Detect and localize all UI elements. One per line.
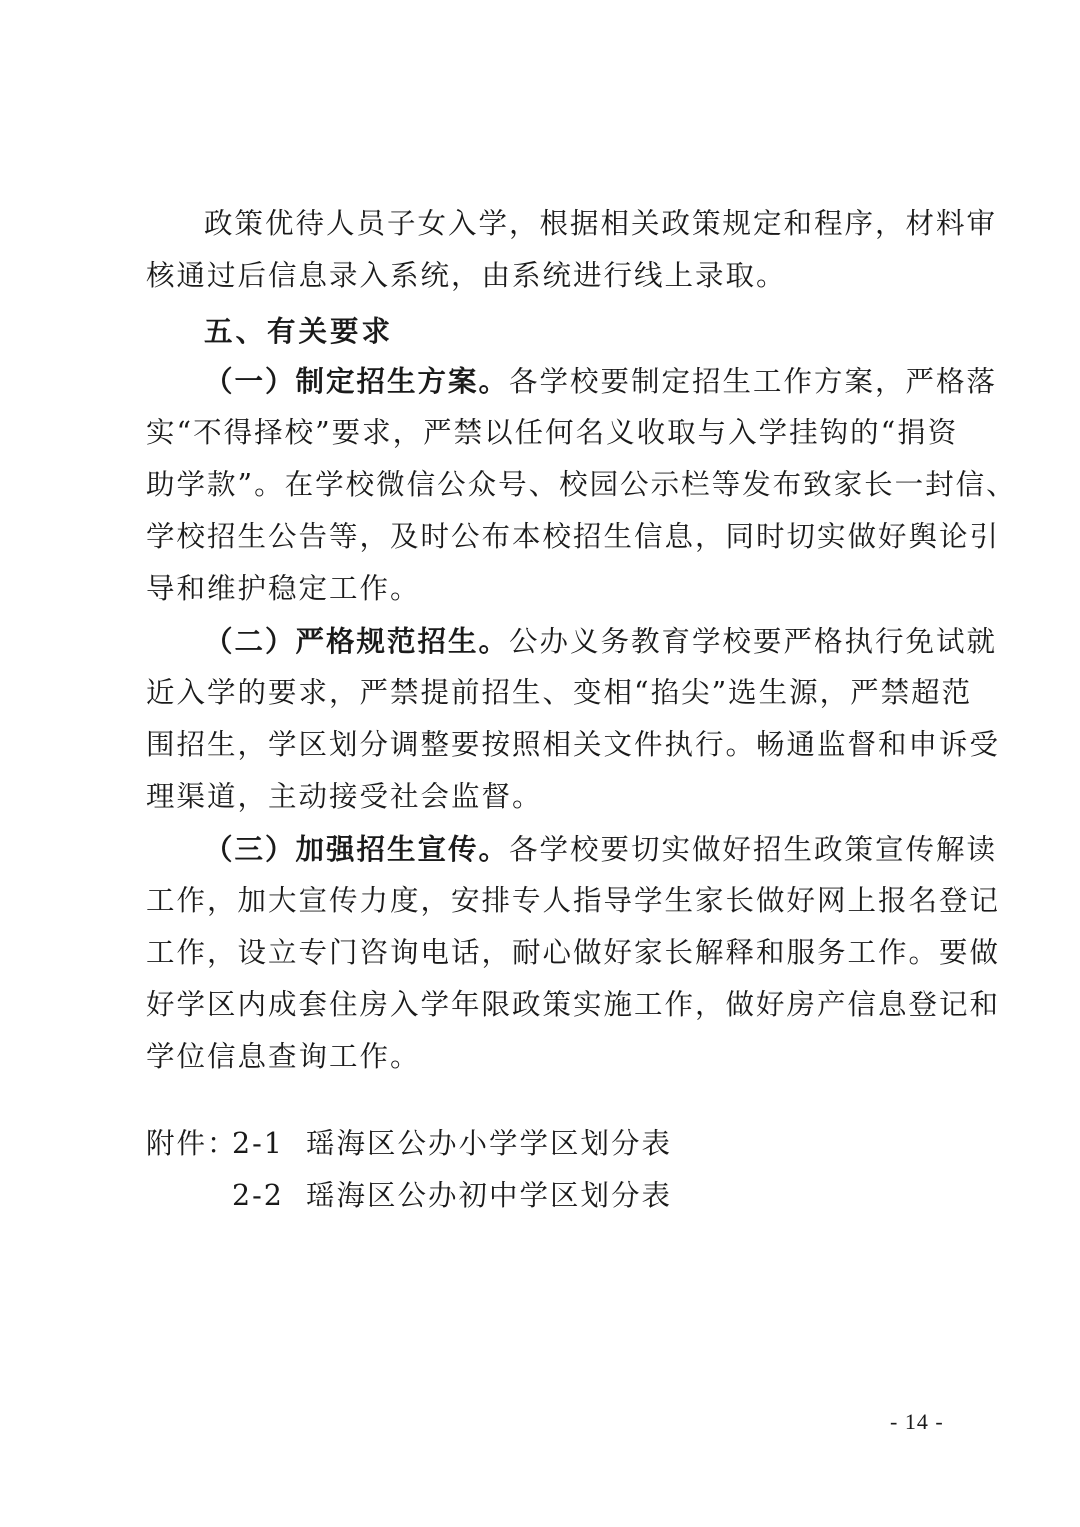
paragraph-line: 实“不得择校”要求，严禁以任何名义收取与入学挂钩的“捐资 bbox=[146, 416, 959, 449]
item-first-line bbox=[204, 615, 998, 667]
paragraph-line: 工作，加大宣传力度，安排专人指导学生家长做好网上报名登记 bbox=[146, 884, 1001, 917]
item-first-line bbox=[204, 355, 998, 407]
paragraph-line: 核通过后信息录入系统，由系统进行线上录取。 bbox=[146, 259, 787, 292]
item-title: （一）制定招生方案。 bbox=[204, 364, 510, 398]
paragraph-line: 政策优待人员子女入学，根据相关政策规定和程序，材料审 bbox=[204, 207, 998, 240]
paragraph-line: 导和维护稳定工作。 bbox=[146, 572, 421, 605]
attachment-title: 瑶海区公办初中学区划分表 bbox=[306, 1179, 673, 1212]
paragraph-line: 好学区内成套住房入学年限政策实施工作，做好房产信息登记和 bbox=[146, 988, 1001, 1021]
attachment-number: 2-2 bbox=[232, 1179, 284, 1212]
page-number: - 14 - bbox=[890, 1409, 944, 1434]
attachment-number: 2-1 bbox=[232, 1127, 284, 1160]
paragraph-line: 学位信息查询工作。 bbox=[146, 1040, 421, 1073]
paragraph-line: 助学款”。在学校微信公众号、校园公示栏等发布致家长一封信、 bbox=[146, 468, 1017, 501]
paragraph-line: 近入学的要求，严禁提前招生、变相“掐尖”选生源，严禁超范 bbox=[146, 676, 973, 709]
attachment-title: 瑶海区公办小学学区划分表 bbox=[306, 1127, 673, 1160]
item-text: 公办义务教育学校要严格执行免试就 bbox=[509, 625, 998, 658]
attachment-label: 附件： bbox=[146, 1127, 238, 1160]
section-heading: 五、有关要求 bbox=[204, 315, 394, 348]
item-title: （三）加强招生宣传。 bbox=[204, 832, 510, 866]
item-title: （二）严格规范招生。 bbox=[204, 624, 510, 658]
item-text: 各学校要制定招生工作方案，严格落 bbox=[509, 365, 998, 398]
paragraph-line: 学校招生公告等，及时公布本校招生信息，同时切实做好舆论引 bbox=[146, 520, 1001, 553]
paragraph-line: 理渠道，主动接受社会监督。 bbox=[146, 780, 543, 813]
paragraph-line: 围招生，学区划分调整要按照相关文件执行。畅通监督和申诉受 bbox=[146, 728, 1001, 761]
item-first-line bbox=[204, 823, 998, 875]
paragraph-line: 工作，设立专门咨询电话，耐心做好家长解释和服务工作。要做 bbox=[146, 936, 1001, 969]
item-text: 各学校要切实做好招生政策宣传解读 bbox=[509, 833, 998, 866]
